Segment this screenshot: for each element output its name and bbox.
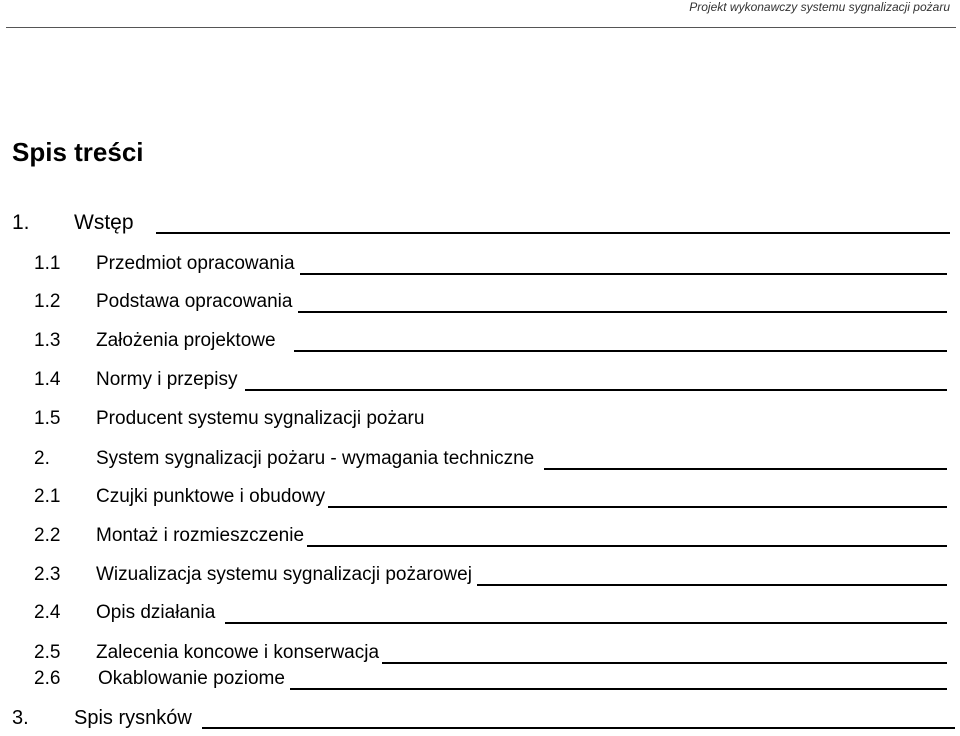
toc-leader: [544, 468, 947, 470]
toc-title: Spis treści: [12, 137, 144, 167]
toc-leader: [477, 584, 947, 586]
toc-leader: [225, 622, 947, 624]
toc-entry-1[interactable]: [12, 212, 950, 234]
running-header: Projekt wykonawczy systemu sygnalizacji pożaru: [689, 0, 950, 14]
toc-entry-2-1[interactable]: [34, 486, 947, 508]
toc-entry-number: 2.2: [34, 525, 61, 546]
toc-entry-1-4[interactable]: [34, 369, 947, 391]
toc-entry-number: 1.: [12, 211, 30, 234]
toc-entry-2-2[interactable]: [34, 525, 947, 547]
toc-entry-number: 2.3: [34, 564, 61, 585]
toc-leader: [300, 273, 947, 275]
toc-entry-2-6[interactable]: [34, 668, 947, 690]
toc-entry-label: Przedmiot opracowania: [96, 253, 295, 274]
toc-entry-number: 2.1: [34, 486, 61, 507]
toc-entry-label: System sygnalizacji pożaru - wymagania techniczne: [96, 448, 535, 469]
toc-entry-2-4[interactable]: [34, 602, 947, 624]
header-divider: [6, 27, 956, 28]
toc-leader: [294, 350, 947, 352]
toc-entry-1-1[interactable]: [34, 253, 947, 275]
toc-entry-2-3[interactable]: [34, 564, 947, 586]
toc-entry-number: 1.5: [34, 408, 61, 429]
toc-entry-label: Założenia projektowe: [96, 330, 276, 351]
toc-leader: [307, 545, 947, 547]
toc-entry-label: Zalecenia koncowe i konserwacja: [96, 642, 380, 663]
toc-leader: [382, 662, 947, 664]
toc-entry-label: Podstawa opracowania: [96, 291, 293, 312]
toc-entry-number: 2.5: [34, 642, 61, 663]
toc-entry-label: Spis rysnków: [74, 707, 192, 729]
toc-entry-number: 1.3: [34, 330, 61, 351]
toc-leader: [290, 688, 947, 690]
toc-entry-label: Montaż i rozmieszczenie: [96, 525, 305, 546]
toc-entry-2-5[interactable]: [34, 642, 947, 664]
toc-entry-number: 1.4: [34, 369, 61, 390]
toc-entry-number: 1.1: [34, 253, 61, 274]
toc-entry-2[interactable]: [34, 448, 947, 470]
toc-leader: [245, 389, 947, 391]
toc-entry-label: Opis działania: [96, 602, 216, 623]
toc-entry-label: Wizualizacja systemu sygnalizacji pożarowej: [96, 564, 472, 585]
toc-entry-number: 1.2: [34, 291, 61, 312]
toc-entry-1-2[interactable]: [34, 291, 947, 313]
toc-leader: [328, 506, 947, 508]
toc-leader: [202, 727, 955, 729]
toc-entry-number: 3.: [12, 707, 29, 729]
toc-entry-label: Okablowanie poziome: [98, 668, 285, 689]
toc-leader: [298, 311, 947, 313]
toc-leader: [156, 232, 950, 234]
toc-entry-number: 2.6: [34, 668, 61, 689]
toc-entry-1-3[interactable]: [34, 330, 947, 352]
toc-entry-number: 2.: [34, 448, 50, 469]
toc-entry-label: Czujki punktowe i obudowy: [96, 486, 326, 507]
toc-entry-label: Wstęp: [74, 211, 134, 234]
toc-entry-3[interactable]: [12, 707, 955, 729]
toc-entry-1-5[interactable]: [34, 408, 947, 430]
toc-entry-number: 2.4: [34, 602, 61, 623]
toc-entry-label: Producent systemu sygnalizacji pożaru: [96, 408, 425, 429]
toc-entry-label: Normy i przepisy: [96, 369, 238, 390]
